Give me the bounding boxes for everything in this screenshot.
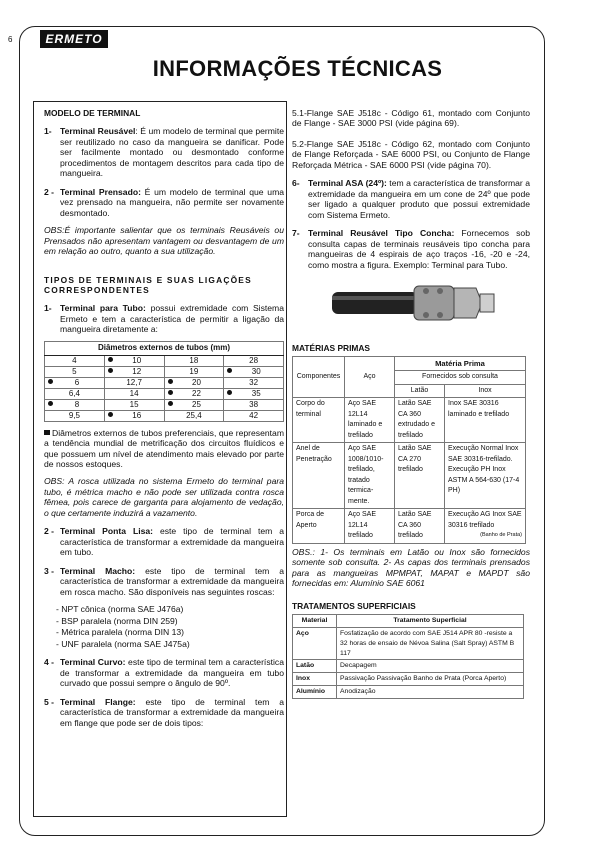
- page-number: 6: [8, 35, 13, 44]
- table-row: [293, 660, 524, 673]
- page-title: INFORMAÇÕES TÉCNICAS: [152, 56, 443, 81]
- item-terminal-tubo: 1- Terminal para Tubo: possui extremidade com Sistema Ermeto e tem a característica de permitir a ligação da mangueira diretamente a:: [44, 303, 284, 335]
- table-cell: Alumínio: [293, 686, 337, 699]
- table-cell: 9,5: [45, 410, 105, 421]
- preferred-dot-icon: [48, 401, 53, 406]
- items-terminais-b: [44, 657, 284, 728]
- thread-item: - UNF paralela (norma SAE J475a): [56, 638, 190, 649]
- bullet-icon: [44, 430, 50, 435]
- list-item: 1- Terminal Reusável: É um modelo de terminal que permite ser reutilizado no caso da mangueira se danificar. Pode ser facilmente montado ou desmontado conforme procedimentos de montagem descritos para cada tipo de mangueira.: [44, 126, 284, 179]
- table-cell: Latão: [293, 660, 337, 673]
- thread-item: - BSP paralela (norma DIN 259): [56, 615, 178, 626]
- table-row: [45, 377, 284, 388]
- tratamento-table: Material Tratamento Superficial Aço Fosfatização de acordo com SAE J514 APR 80 -resiste a 32 horas de ensaio de Névoa Salina (Salt Spray) ASTM B 117 Latão Decapagem Inox Passivação Passivação Banho de Prata (Porca Aperto) Alumínio Anodização: [292, 614, 524, 699]
- table-cell: 4: [45, 355, 105, 366]
- list-item: 3 - Terminal Macho: este tipo de terminal tem a característica de transformar a extremidade da mangueira em rosca macho. São disponíveis nas seguintes roscas:: [44, 565, 285, 597]
- obs-materias: OBS.: 1- Os terminais em Latão ou Inox são fornecidos somente sob consulta. 2- As capas dos terminais prensados para as mangueiras MPMPAT, MAPAT e MAPDT são fornecidas em: Alumínio SAE 6061: [292, 546, 530, 589]
- section-title-materias: MATÉRIAS PRIMAS: [292, 342, 371, 353]
- table-cell: Decapagem: [337, 660, 524, 673]
- table-cell: 28: [224, 355, 284, 366]
- table-cell: 8: [45, 399, 105, 410]
- table-row: [293, 673, 524, 686]
- table-row: [45, 388, 284, 399]
- table-cell: 15: [104, 399, 164, 410]
- table-cell: 16: [104, 410, 164, 421]
- table-cell: 30: [224, 366, 284, 377]
- items-terminais-a: [44, 526, 284, 597]
- table-row: [45, 355, 284, 366]
- list-item: 7- Terminal Reusável Tipo Concha: Fornecemos sob consulta capas de terminais reusáveis tipo concha para mangueiras de 4 espirais de aço traços -16, -20 e -24, como mostra a figura. Exemplo: Terminal para Tubo.: [292, 228, 530, 270]
- table-row: [45, 410, 284, 421]
- table-cell: 6: [45, 377, 105, 388]
- table-cell: 12,7: [104, 377, 164, 388]
- table-cell: 14: [104, 388, 164, 399]
- table-cell: 6,4: [45, 388, 105, 399]
- flange-type-1: 5.1-Flange SAE J518c - Código 61, montado com Conjunto de Flange - SAE 3000 PSI (vide página 69).: [292, 108, 530, 129]
- table-cell: Corpo do terminal: [293, 398, 345, 443]
- table-cell: 18: [164, 355, 224, 366]
- table-cell: 19: [164, 366, 224, 377]
- table-cell: 5: [45, 366, 105, 377]
- tube-table-header: Diâmetros externos de tubos (mm): [45, 341, 284, 355]
- table-cell: 10: [104, 355, 164, 366]
- preferred-dot-icon: [227, 368, 232, 373]
- table-cell: Latão SAE CA 360 extrudado e trefilado: [395, 398, 445, 443]
- table-cell: Execução AG Inox SAE 30316 trefilado (Banho de Prata): [445, 509, 526, 544]
- preferred-dot-icon: [168, 379, 173, 384]
- table-cell: Execução Normal Inox SAE 30316-trefilado. Execução PH Inox ASTM A 564-630 (17-4 PH): [445, 443, 526, 509]
- table-cell: Anel de Penetração: [293, 443, 345, 509]
- table-cell: 25,4: [164, 410, 224, 421]
- fitting-photo: [328, 278, 530, 330]
- list-item: 5 - Terminal Flange: este tipo de terminal tem a característica de transformar a extremidade da mangueira em flange que pode ser de dois tipos:: [44, 696, 285, 728]
- table-row: [293, 509, 526, 544]
- items-right: [292, 178, 530, 270]
- tube-note: Diâmetros externos de tubos preferenciais, que representam a tendência mundial de metrificação dos circuitos fluídicos e que possuem um nível de atendimento mais elevado por parte de nossos estoques.: [44, 427, 284, 469]
- section-title-modelo: MODELO DE TERMINAL: [44, 108, 141, 118]
- table-cell: Anodização: [337, 686, 524, 699]
- table-row: [293, 398, 526, 443]
- table-cell: Aço SAE 1008/1010-trefilado, tratado termica-mente.: [345, 443, 395, 509]
- preferred-dot-icon: [108, 412, 113, 417]
- table-cell: 20: [164, 377, 224, 388]
- table-cell: Fosfatização de acordo com SAE J514 APR 80 -resiste a 32 horas de ensaio de Névoa Salina (Salt Spray) ASTM B 117: [337, 627, 524, 660]
- list-item: 2 - Terminal Prensado: É um modelo de terminal que uma vez prensado na mangueira, não permite ser novamente desmontado.: [44, 186, 285, 218]
- thread-item: - NPT cônica (norma SAE J476a): [56, 604, 184, 615]
- section-title-tipos: TIPOS DE TERMINAIS E SUAS LIGAÇÕES CORRESPONDENTES: [44, 274, 252, 295]
- preferred-dot-icon: [168, 390, 173, 395]
- table-cell: Passivação Passivação Banho de Prata (Porca Aperto): [337, 673, 524, 686]
- table-cell: Aço SAE 12L14 laminado e trefilado: [345, 398, 395, 443]
- thread-item: - Métrica paralela (norma DIN 13): [56, 627, 184, 638]
- preferred-dot-icon: [108, 368, 113, 373]
- obs-note-1: OBS:É importante salientar que os terminais Reusáveis ou Prensados não apresentam vantagem ou desvantagem de um em relação ao outro, quanto a sua utilização.: [44, 225, 284, 257]
- table-row: [293, 627, 524, 660]
- materia-prima-table: Componentes Aço Matéria Prima Fornecidos sob consulta Latão Inox Corpo do terminal Aço SAE 12L14 laminado e trefilado Latão SAE CA 360 extrudado e trefilado Inox SAE 30316 laminado e trefilado Anel de Penetração Aço SAE 1008/1010-trefilado, tratado termica-mente. Latão SAE CA 270 trefilado Execução Normal Inox SAE 30316-trefilado. Execução PH Inox ASTM A 564-630 (17-4 PH) Porca de Aperto Aço SAE 12L14 trefilado Latão SAE CA 360 trefilado Execução AG Inox SAE 30316 trefilado (Banho de Prata): [292, 356, 526, 544]
- table-cell: 32: [224, 377, 284, 388]
- table-cell: Aço: [293, 627, 337, 660]
- table-cell: Latão SAE CA 360 trefilado: [395, 509, 445, 544]
- preferred-dot-icon: [48, 379, 53, 384]
- table-row: [293, 686, 524, 699]
- ermeto-logo: ERMETO: [40, 30, 108, 48]
- reusable-fitting-image: [328, 278, 498, 328]
- flange-type-2: 5.2-Flange SAE J518c - Código 62, montado com Conjunto de Flange Reforçada - SAE 6000 PSI, ou Conjunto de Flange Reforçada Métrica - SAE 6000 PSI (vide página 70).: [292, 138, 530, 170]
- section-title-tratamentos: TRATAMENTOS SUPERFICIAIS: [292, 600, 416, 611]
- table-cell: Aço SAE 12L14 trefilado: [345, 509, 395, 544]
- preferred-dot-icon: [168, 401, 173, 406]
- table-cell: 12: [104, 366, 164, 377]
- table-cell: 42: [224, 410, 284, 421]
- preferred-dot-icon: [227, 390, 232, 395]
- table-cell: Inox: [293, 673, 337, 686]
- table-cell: 38: [224, 399, 284, 410]
- table-cell: 35: [224, 388, 284, 399]
- list-item: 4 - Terminal Curvo: este tipo de terminal tem a característica de transformar a extremidade da mangueira em tubo curvado que possui sempre o ângulo de 90º.: [44, 657, 284, 689]
- table-row: [45, 399, 284, 410]
- obs-note-2: OBS: A rosca utilizada no sistema Ermeto do terminal para tubo, é métrica macho e não pode ser utilizada contra rosca fêmea, pois carece de garganta para alojamento de vedação, o que certamente induzirá a vazamento.: [44, 476, 284, 518]
- list-item: 6- Terminal ASA (24º): tem a característica de transformar a extremidade da mangueira em um cone de 24º que pode ser ligado a qualquer produto que possui extremidade com Sistema Ermeto.: [292, 178, 530, 220]
- right-column: [292, 108, 530, 699]
- thread-list: [44, 604, 284, 649]
- preferred-dot-icon: [108, 357, 113, 362]
- table-row: [293, 443, 526, 509]
- table-cell: 22: [164, 388, 224, 399]
- items-modelo: [44, 126, 284, 218]
- list-item: 2 - Terminal Ponta Lisa: este tipo de terminal tem a característica de transformar a extremidade da mangueira em tubo.: [44, 526, 284, 558]
- table-cell: Inox SAE 30316 laminado e trefilado: [445, 398, 526, 443]
- table-cell: Porca de Aperto: [293, 509, 345, 544]
- table-cell: Latão SAE CA 270 trefilado: [395, 443, 445, 509]
- tube-diameter-table: [44, 341, 284, 422]
- left-column: [44, 108, 284, 728]
- table-cell: 25: [164, 399, 224, 410]
- table-row: [45, 366, 284, 377]
